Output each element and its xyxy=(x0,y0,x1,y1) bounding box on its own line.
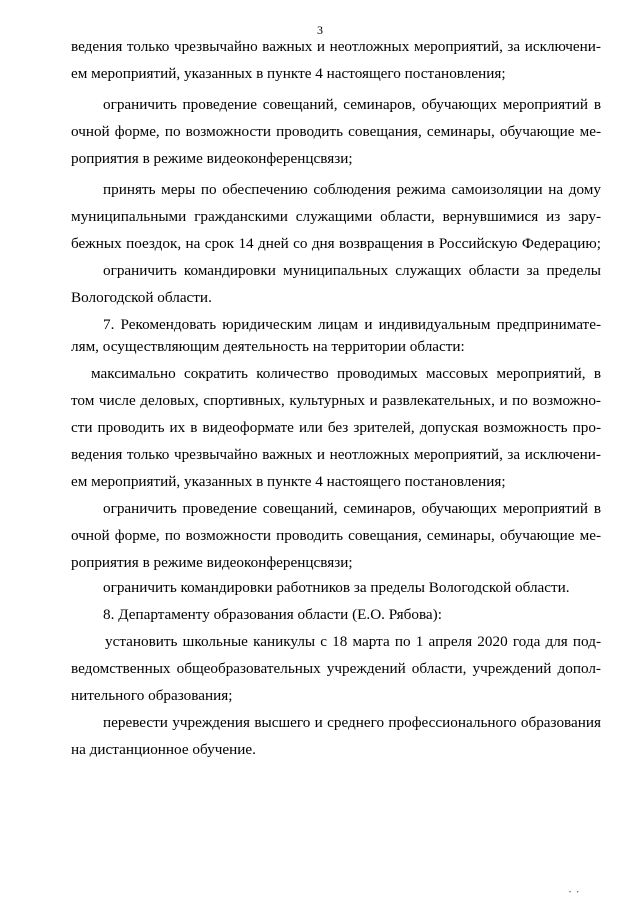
text-line: ограничить командировки муниципальных служащих области за пределы xyxy=(103,262,601,279)
text-line: ем мероприятий, указанных в пункте 4 настоящего постановления; xyxy=(71,473,506,490)
text-line: ведения только чрезвычайно важных и неотложных мероприятий, за исключени- xyxy=(71,446,601,463)
text-line: перевести учреждения высшего и среднего профессионального образования xyxy=(103,714,601,731)
text-line: муниципальными гражданскими служащими области, вернувшимися из зару- xyxy=(71,208,601,225)
text-line: бежных поездок, на срок 14 дней со дня возвращения в Российскую Федерацию; xyxy=(71,235,601,252)
text-line: Вологодской области. xyxy=(71,289,212,306)
text-line: очной форме, по возможности проводить совещания, семинары, обучающие ме- xyxy=(71,527,601,544)
text-line: ограничить проведение совещаний, семинаров, обучающих мероприятий в xyxy=(103,96,601,113)
text-line: ведения только чрезвычайно важных и неотложных мероприятий, за исключени- xyxy=(71,38,601,55)
text-line: роприятия в режиме видеоконференцсвязи; xyxy=(71,150,353,167)
text-line: том числе деловых, спортивных, культурных и развлекательных, и по возможно- xyxy=(71,392,601,409)
text-line: роприятия в режиме видеоконференцсвязи; xyxy=(71,554,353,571)
text-line: установить школьные каникулы с 18 марта по 1 апреля 2020 года для под- xyxy=(105,633,601,650)
text-line: очной форме, по возможности проводить совещания, семинары, обучающие ме- xyxy=(71,123,601,140)
text-line: лям, осуществляющим деятельность на территории области: xyxy=(71,338,465,355)
page-number: 3 xyxy=(317,23,323,37)
text-line: ведомственных общеобразовательных учреждений области, учреждений допол- xyxy=(71,660,601,677)
text-line: максимально сократить количество проводимых массовых мероприятий, в xyxy=(91,365,601,382)
text-line: ограничить командировки работников за пределы Вологодской области. xyxy=(103,579,570,596)
text-line: нительного образования; xyxy=(71,687,233,704)
text-line: 7. Рекомендовать юридическим лицам и индивидуальным предпринимате- xyxy=(103,316,601,333)
text-line: сти проводить их в видеоформате или без зрителей, допуская возможность про- xyxy=(71,419,601,436)
text-line: 8. Департаменту образования области (Е.О. Рябова): xyxy=(103,606,442,623)
text-line: ем мероприятий, указанных в пункте 4 настоящего постановления; xyxy=(71,65,506,82)
text-line: ограничить проведение совещаний, семинаров, обучающих мероприятий в xyxy=(103,500,601,517)
scan-mark: • • xyxy=(569,890,581,896)
text-line: принять меры по обеспечению соблюдения режима самоизоляции на дому xyxy=(103,181,601,198)
text-line: на дистанционное обучение. xyxy=(71,741,256,758)
